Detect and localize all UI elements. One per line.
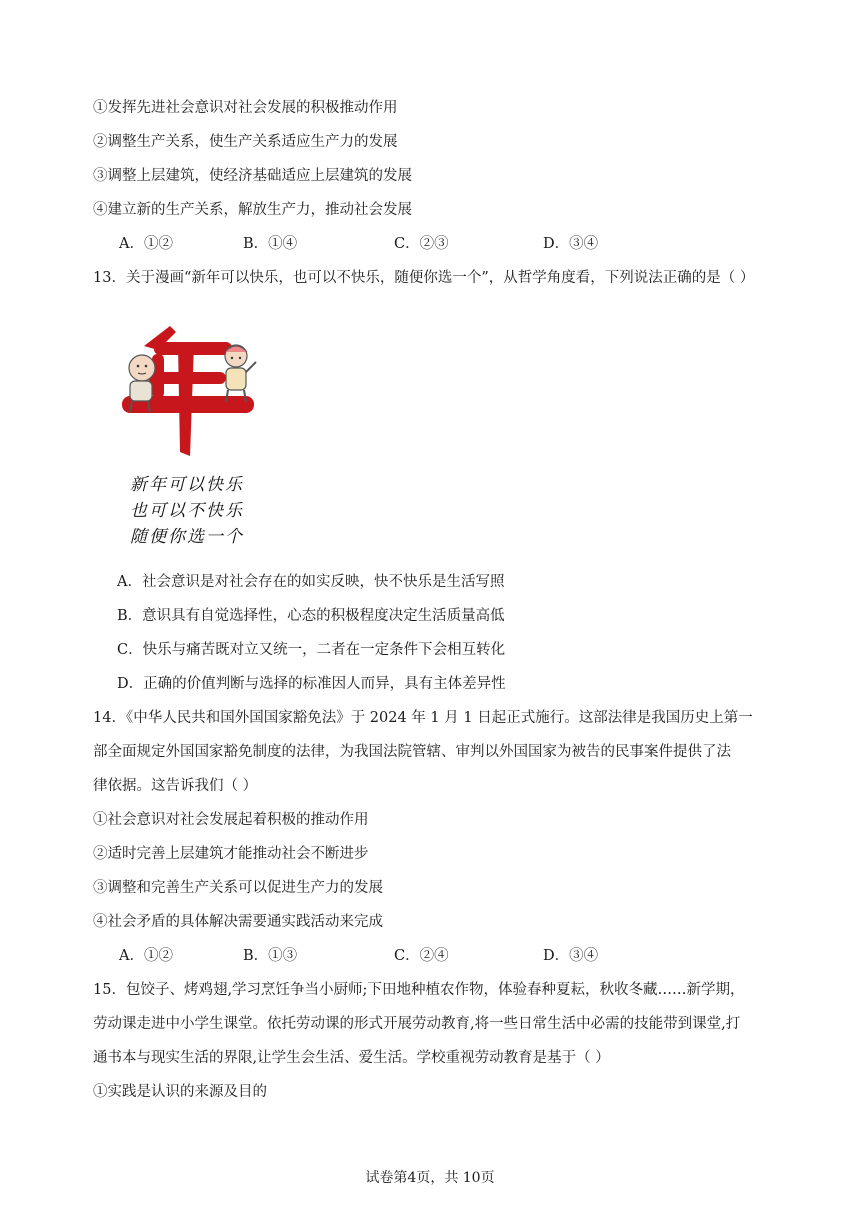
q14-stem-line-1: 14．《中华人民共和国外国国家豁免法》于 2024 年 1 月 1 日起正式施行。这部法律是我国历史上第一 [93,710,753,726]
cartoon-caption-line-1: 新年可以快乐 [130,475,244,495]
q12-option-b[interactable]: B．①④ [243,236,298,252]
q15-stem-line-1: 15．包饺子、烤鸡翅,学习烹饪争当小厨师;下田地种植农作物，体验春种夏耘，秋收冬藏……新学期， [93,982,745,998]
q14-stem-line-3: 律依据。这告诉我们（ ） [93,778,258,794]
q14-stem-line-2: 部全面规定外国国家豁免制度的法律，为我国法院管辖、审判以外国国家为被告的民事案件提供了法 [93,744,731,760]
q12-options [119,234,819,254]
q15-stem-line-2: 劳动课走进中小学生课堂。依托劳动课的形式开展劳动教育,将一些日常生活中必需的技能带到课堂,打 [93,1016,741,1032]
q14-item-4: ④社会矛盾的具体解决需要通实践活动来完成 [93,914,383,930]
page-footer: 试卷第4页，共 10页 [365,1170,495,1186]
q15-stem-line-3: 通书本与现实生活的界限,让学生会生活、爱生活。学校重视劳动教育是基于（ ） [93,1050,610,1066]
q14-options [119,946,819,966]
q13-option-b[interactable]: B．意识具有自觉选择性，心态的积极程度决定生活质量高低 [117,608,505,624]
right-cartoon-kid [225,345,256,402]
q12-item-4: ④建立新的生产关系，解放生产力，推动社会发展 [93,202,412,218]
q13-stem: 13．关于漫画“新年可以快乐，也可以不快乐，随便你选一个”，从哲学角度看，下列说法正确的是（ ） [93,270,755,286]
q13-option-d[interactable]: D．正确的价值判断与选择的标准因人而异，具有主体差异性 [117,676,506,692]
new-year-cartoon [118,320,268,560]
q14-item-3: ③调整和完善生产关系可以促进生产力的发展 [93,880,383,896]
cartoon-caption [130,472,244,550]
q14-option-c[interactable]: C．②④ [394,948,449,964]
q14-item-1: ①社会意识对社会发展起着积极的推动作用 [93,812,369,828]
q12-item-1: ①发挥先进社会意识对社会发展的积极推动作用 [93,100,398,116]
q12-item-3: ③调整上层建筑，使经济基础适应上层建筑的发展 [93,168,412,184]
q13-option-a[interactable]: A．社会意识是对社会存在的如实反映，快不快乐是生活写照 [117,574,505,590]
q12-option-d[interactable]: D．③④ [543,236,599,252]
q12-option-a[interactable]: A．①② [119,236,173,252]
q12-item-2: ②调整生产关系，使生产关系适应生产力的发展 [93,134,398,150]
q14-option-b[interactable]: B．①③ [243,948,298,964]
q12-option-c[interactable]: C．②③ [394,236,449,252]
cartoon-caption-line-2: 也可以不快乐 [130,501,244,521]
q14-option-d[interactable]: D．③④ [543,948,599,964]
cartoon-caption-line-3: 随便你选一个 [130,527,244,547]
q14-item-2: ②适时完善上层建筑才能推动社会不断进步 [93,846,369,862]
q14-option-a[interactable]: A．①② [119,948,173,964]
q13-option-c[interactable]: C．快乐与痛苦既对立又统一，二者在一定条件下会相互转化 [117,642,506,658]
q15-item-1: ①实践是认识的来源及目的 [93,1084,267,1100]
